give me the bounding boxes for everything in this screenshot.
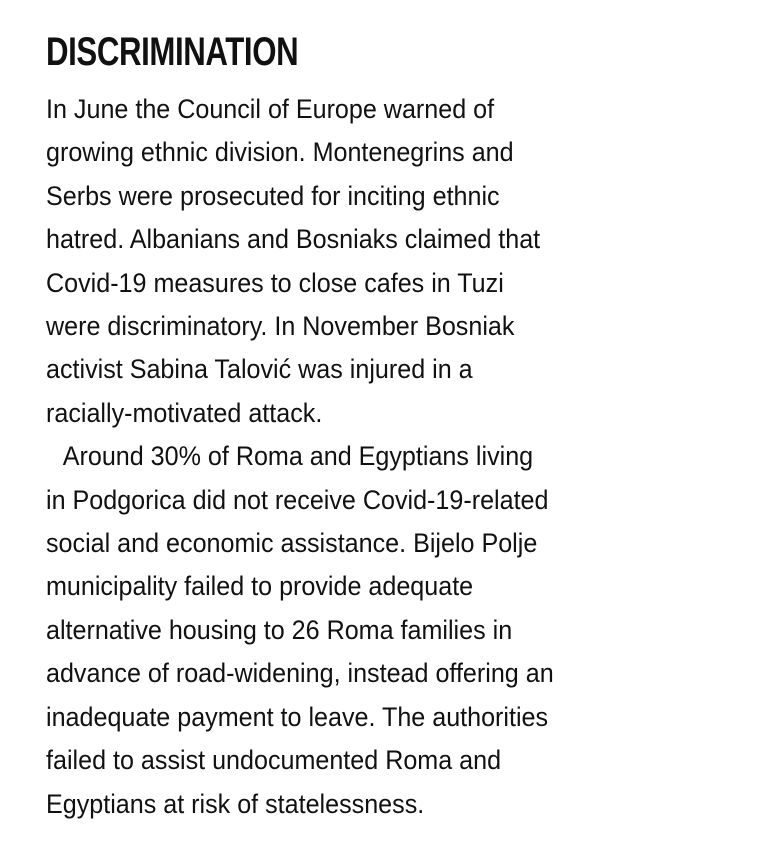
paragraph-2 [46,435,746,826]
paragraph-line: alternative housing to 26 Roma families in [46,614,513,645]
paragraph-line: inadequate payment to leave. The authorities [46,701,549,732]
paragraph-line: Serbs were prosecuted for inciting ethnic [46,180,500,211]
paragraph-line: growing ethnic division. Montenegrins and [46,137,514,168]
document-section [46,30,746,826]
paragraph-line: were discriminatory. In November Bosniak [46,311,515,342]
section-heading: DISCRIMINATION [46,30,299,74]
paragraph-line: Covid-19 measures to close cafes in Tuzi [46,267,504,298]
paragraph-line: Egyptians at risk of statelessness. [46,788,425,819]
paragraph-line: In June the Council of Europe warned of [46,94,495,124]
paragraph-line: advance of road-widening, instead offering an [46,658,554,689]
paragraph-line: municipality failed to provide adequate [46,571,474,602]
paragraph-line: failed to assist undocumented Roma and [46,745,502,776]
paragraph-line: hatred. Albanians and Bosniaks claimed that [46,224,541,255]
paragraph-line: activist Sabina Talović was injured in a [46,354,473,385]
paragraph-line: social and economic assistance. Bijelo Polje [46,528,538,559]
paragraph-line: in Podgorica did not receive Covid-19-related [46,484,549,515]
paragraph-line: Around 30% of Roma and Egyptians living [62,441,534,472]
paragraph-line: racially-motivated attack. [46,397,323,428]
paragraph-1 [46,88,746,435]
